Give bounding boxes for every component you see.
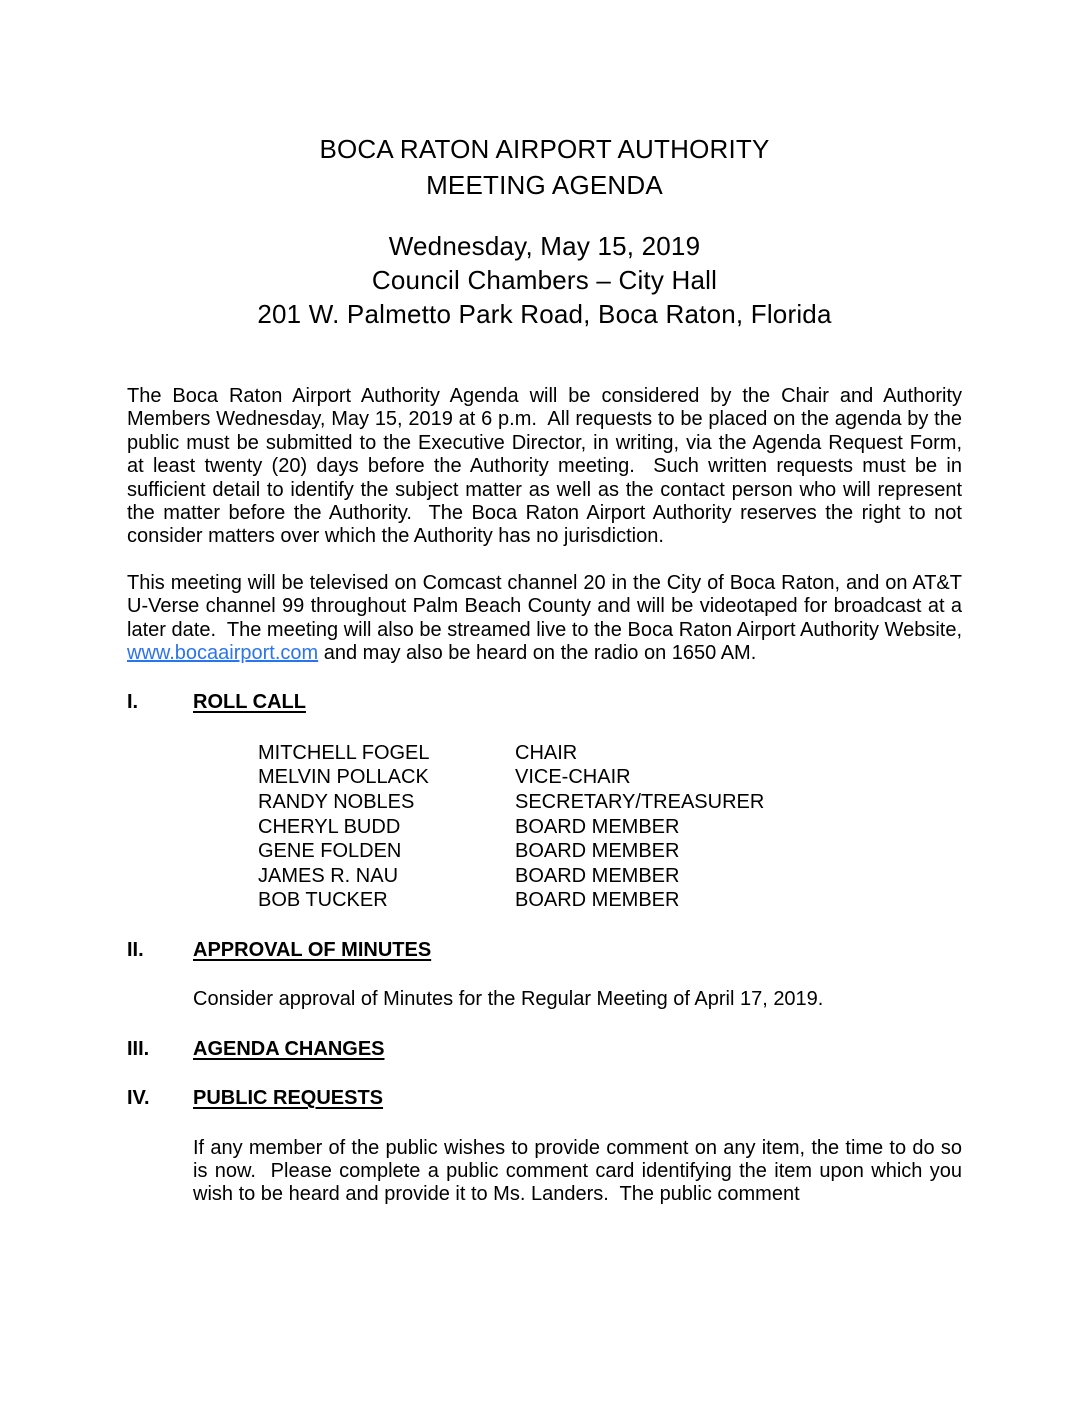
meeting-address: 201 W. Palmetto Park Road, Boca Raton, Florida [257, 299, 832, 329]
public-requests-body: If any member of the public wishes to provide comment on any item, the time to do so is now. Please complete a public comment card identifying the item upon which you wish to be heard and provide it to Ms. Landers. The public comment [193, 1136, 968, 1206]
section-agenda-changes [127, 1038, 962, 1061]
roll-call-list [258, 741, 962, 913]
member-name: MELVIN POLLACK [258, 766, 429, 789]
section-numeral-roll-call: I. [127, 691, 139, 714]
section-numeral-approval: II. [127, 939, 144, 962]
roll-call-row [258, 888, 962, 913]
member-name: RANDY NOBLES [258, 791, 415, 814]
roll-call-row [258, 864, 962, 889]
member-role: BOARD MEMBER [515, 840, 680, 863]
broadcast-text-after-link: and may also be heard on the radio on 1650 AM. [318, 642, 757, 665]
member-role: BOARD MEMBER [515, 864, 680, 887]
member-name: GENE FOLDEN [258, 840, 402, 863]
meeting-date: Wednesday, May 15, 2019 [388, 231, 701, 261]
section-numeral-public-requests: IV. [127, 1087, 150, 1110]
roll-call-row [258, 839, 962, 864]
section-public-requests [127, 1087, 962, 1110]
roll-call-row [258, 741, 962, 766]
section-roll-call [127, 691, 962, 714]
member-name: BOB TUCKER [258, 889, 388, 912]
meeting-date-location-block [127, 229, 962, 331]
roll-call-row [258, 790, 962, 815]
section-numeral-agenda-changes: III. [127, 1037, 150, 1060]
member-name: MITCHELL FOGEL [258, 741, 430, 764]
broadcast-paragraph [127, 571, 968, 666]
title-line-agenda: MEETING AGENDA [426, 170, 663, 200]
broadcast-text-before-link: This meeting will be televised on Comcast channel 20 in the City of Boca Raton, and on AT&T U-Verse channel 99 throughout Palm Beach County and will be videotaped for broadcast at a later date. The meeting will also be streamed live to the Boca Raton Airport Authority Website, [127, 571, 968, 641]
roll-call-row [258, 765, 962, 790]
member-name: JAMES R. NAU [258, 864, 399, 887]
member-name: CHERYL BUDD [258, 815, 401, 838]
member-role: CHAIR [515, 741, 578, 764]
intro-paragraph: The Boca Raton Airport Authority Agenda will be considered by the Chair and Authority Members Wednesday, May 15, 2019 at 6 p.m. All requests to be placed on the agenda by the public must be submitted to the Executive Director, in writing, via the Agenda Request Form, at least twenty (20) days before the Authority meeting. Such written requests must be in sufficient detail to identify the subject matter as well as the contact person who will represent the matter before the Authority. The Boca Raton Airport Authority reserves the right to not consider matters over which the Authority has no jurisdiction. [127, 385, 968, 548]
member-role: VICE-CHAIR [515, 766, 631, 789]
member-role: BOARD MEMBER [515, 815, 680, 838]
title-line-authority: BOCA RATON AIRPORT AUTHORITY [319, 134, 770, 164]
section-heading-agenda-changes: AGENDA CHANGES [193, 1037, 385, 1060]
website-link[interactable]: www.bocaairport.com [127, 642, 319, 665]
roll-call-row [258, 815, 962, 840]
section-heading-public-requests: PUBLIC REQUESTS [193, 1087, 384, 1110]
member-role: BOARD MEMBER [515, 889, 680, 912]
member-role: SECRETARY/TREASURER [515, 791, 765, 814]
section-heading-approval: APPROVAL OF MINUTES [193, 939, 432, 962]
approval-of-minutes-body: Consider approval of Minutes for the Regular Meeting of April 17, 2019. [193, 988, 824, 1011]
section-heading-roll-call: ROLL CALL [193, 691, 306, 714]
document-title [127, 131, 962, 203]
section-approval-of-minutes [127, 939, 962, 962]
meeting-venue: Council Chambers – City Hall [371, 265, 718, 295]
